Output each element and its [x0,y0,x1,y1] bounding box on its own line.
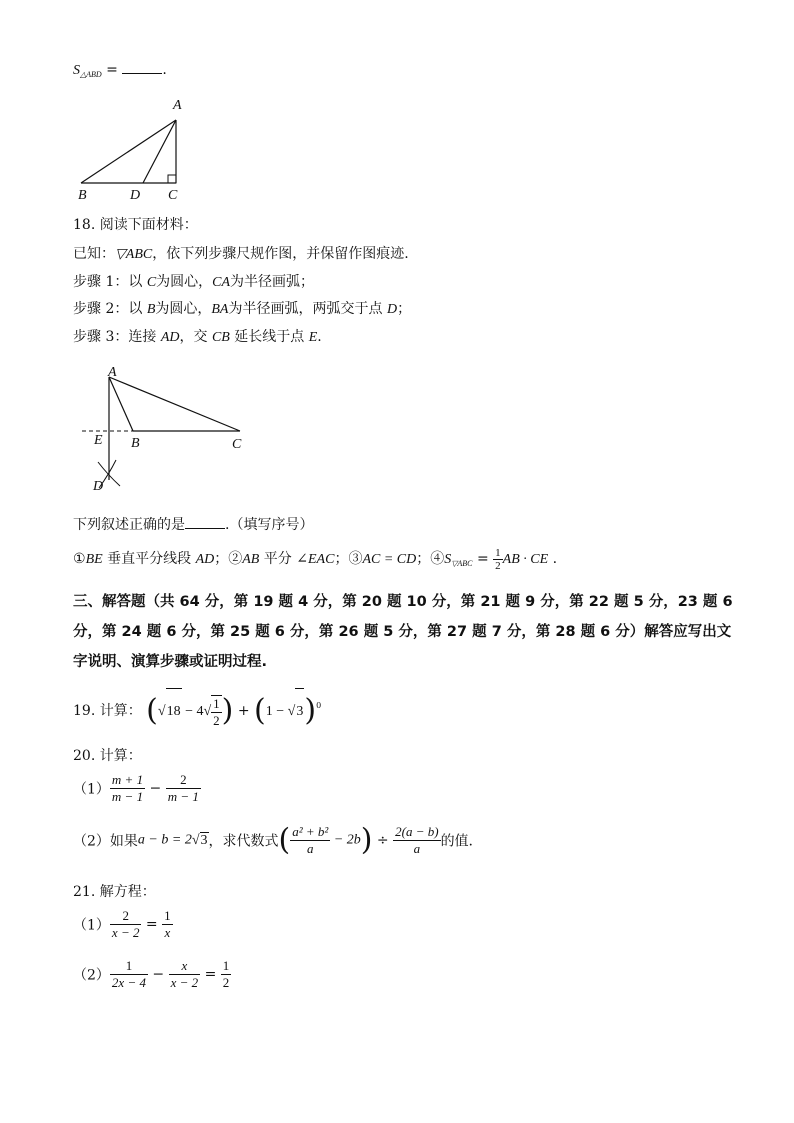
label-e: E [94,433,103,448]
q18-options: ①BE 垂直平分线段 AD；②AB 平分 ∠EAC；③AC = CD；$④S_{▽ABC}$ = $\frac{1}{2}$ AB · CE . [73,546,558,572]
label-c: C [168,188,178,203]
construction-figure-2 [76,362,256,498]
label-a: A [173,98,182,113]
triangle-abc: ▽ABC [115,247,153,262]
section3-line1: 三、解答题（共 64 分，第 19 题 4 分，第 20 题 10 分，第 21 题 9 分，第 22 题 5 分，23 题 6 [73,594,733,610]
equals-sign: = [106,62,118,78]
q18-step3: 步骤 3：连接 AD，交 CB 延长线于点 E. [73,329,322,345]
fraction-one-half: $\frac{1}{2}$ [213,695,220,728]
label-c: C [232,437,242,452]
q20-part1: （1） $\frac{m + 1}{m - 1}$ − $\frac{2}{m - 1}$ [73,772,199,804]
section3-line3: 字说明、演算步骤或证明过程. [73,654,268,670]
label-d: D [93,479,104,494]
section3-line2: 分，第 24 题 6 分，第 25 题 6 分，第 26 题 5 分，第 27 题 7 分，第 28 题 6 分）解答应写出文 [73,624,732,640]
q18-known: 已知：▽ABC，依下列步骤尺规作图，并保留作图痕迹. [73,246,409,262]
q18-question: 下列叙述正确的是 .（填写序号） [73,517,314,533]
q20-label: 20. 计算： [73,748,142,764]
q21-part2: （2） $\frac{1}{2x - 4}$ − $\frac{x}{x - 2}$ = $\frac{1}{2}$ [73,958,230,990]
period: . [162,62,167,78]
s-abd-line [73,61,167,79]
q21-part1: （1） $\frac{2}{x - 2}$ = $\frac{1}{x}$ [73,908,171,940]
label-d: D [130,188,141,203]
label-a: A [108,365,117,380]
q20-part2: （2）如果a − b = 2√3，求代数式( $\frac{\text{a² + b²}}{a}$ − 2b) ÷ $\frac{2(a - b)}{a}$ 的值. [73,822,474,858]
q19: 19. 计算： (√18 − 4√ $\frac{1}{2}$ ) + $(1 - √3)^0$ [73,683,321,735]
q21-label: 21. 解方程： [73,884,156,900]
fraction-one-half: $\frac{1}{2}$ [495,546,501,572]
q18-step2: 步骤 2：以 B为圆心，BA为半径画弧，两弧交于点 D； [73,301,412,317]
answer-blank[interactable] [185,516,225,529]
answer-blank[interactable] [122,61,162,74]
q18-step1: 步骤 1：以 C为圆心，CA为半径画弧； [73,274,315,290]
s-subscript: △ABD [80,70,102,79]
s-symbol: S [73,63,80,78]
triangle-figure-1 [70,92,200,207]
label-b: B [131,436,140,451]
label-b: B [78,188,87,203]
q18-title: 18. 阅读下面材料： [73,217,198,233]
